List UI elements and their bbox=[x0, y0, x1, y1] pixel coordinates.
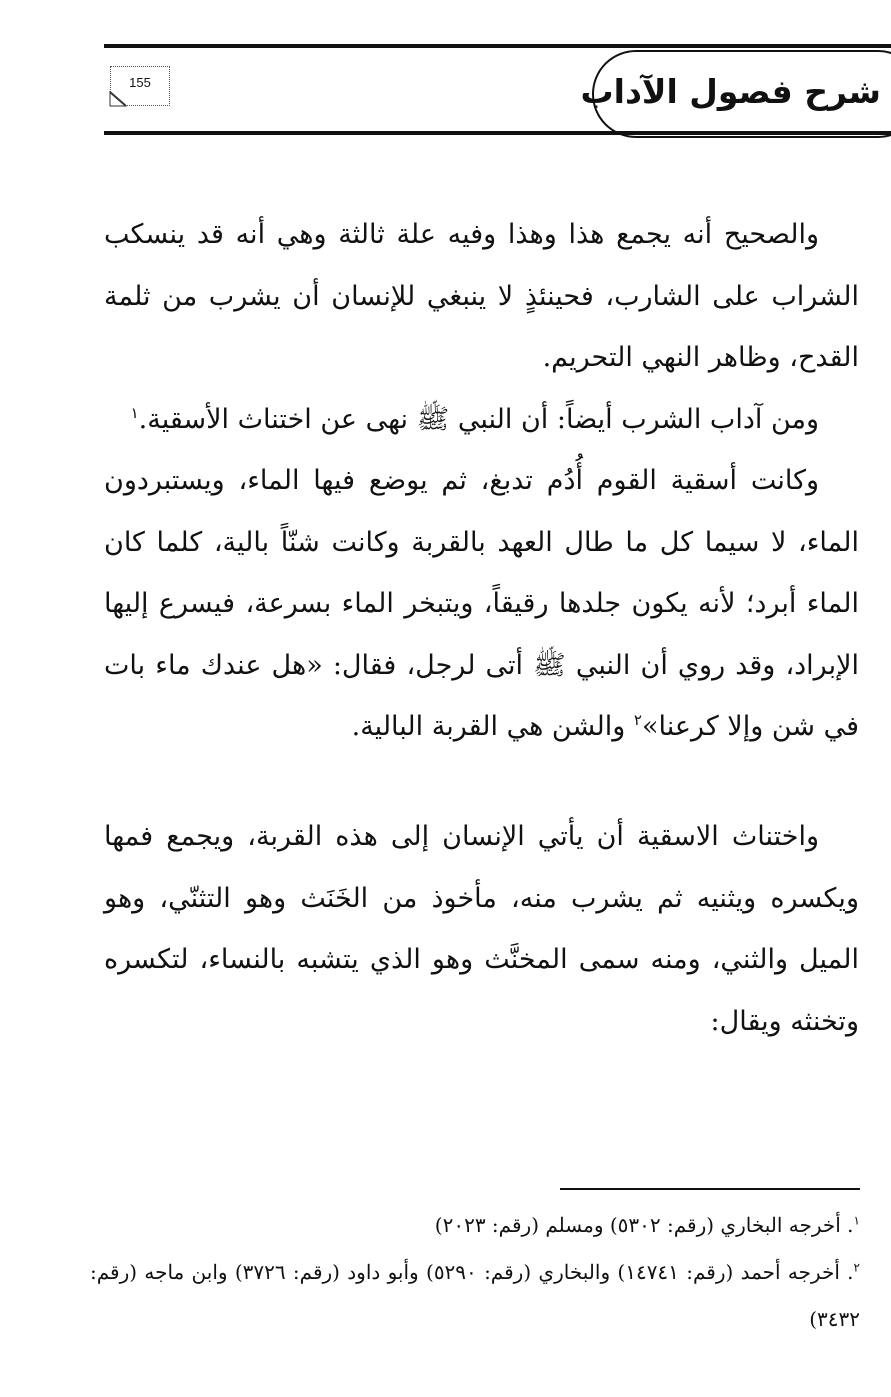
footnote-2-text: . أخرجه أحمد (رقم: ١٤٧٤١) والبخاري (رقم: ٥٢٩٠) وأبو داود (رقم: ٣٧٢٦) وابن ماجه (رقم: ٣٤٣٢) bbox=[90, 1260, 860, 1331]
footnote-1 bbox=[90, 1202, 860, 1249]
footnote-1-text: . أخرجه البخاري (رقم: ٥٣٠٢) ومسلم (رقم: ٢٠٢٣) bbox=[434, 1213, 854, 1237]
footnote-separator bbox=[560, 1188, 860, 1190]
paragraph-2-text: ومن آداب الشرب أيضاً: أن النبي ﷺ نهى عن اختناث الأسقية. bbox=[138, 403, 819, 435]
page-number: 155 bbox=[129, 75, 151, 90]
paragraph-3-text: وكانت أسقية القوم أُدُم تدبغ، ثم يوضع فيها الماء، ويستبردون الماء، لا سيما كل ما طال العهد بالقربة وكانت شنّاً بالية، كلما كان الماء أبرد؛ لأنه يكون جلدها رقيقاً، ويتبخر الماء بسرعة، فيسرع إليها الإبراد، وقد روي أن النبي ﷺ أتى لرجل، فقال: «هل عندك ماء بات في شن وإلا كرعنا» bbox=[104, 465, 859, 742]
paragraph-3-tail: والشن هي القربة البالية. bbox=[351, 711, 634, 742]
page-curl-icon bbox=[109, 91, 127, 107]
footnotes bbox=[90, 1202, 860, 1343]
paragraph-1: والصحيح أنه يجمع هذا وهذا وفيه علة ثالثة وهي أنه قد ينسكب الشراب على الشارب، فحينئذٍ لا ينبغي للإنسان أن يشرب من ثلمة القدح، وظاهر النهي التحريم. bbox=[104, 219, 859, 373]
footnote-ref-1: ١ bbox=[130, 403, 139, 422]
body-block-1 bbox=[104, 204, 859, 758]
running-title: شرح فصول الآداب bbox=[580, 72, 881, 111]
paragraph-4: واختناث الاسقية أن يأتي الإنسان إلى هذه القربة، ويجمع فمها ويكسره ويثنيه ثم يشرب منه، مأخوذ من الخَنَث وهو التثنّي، وهو الميل والثني، ومنه سمى المخنَّث وهو الذي يتشبه بالنساء، لتكسره وتخنثه ويقال: bbox=[104, 821, 859, 1037]
paragraph-2 bbox=[104, 389, 859, 451]
header-bottom-rule bbox=[104, 131, 891, 135]
footnote-2 bbox=[90, 1249, 860, 1343]
paragraph-3 bbox=[104, 450, 859, 758]
footnote-2-number: ٢ bbox=[853, 1260, 860, 1275]
footnote-ref-2: ٢ bbox=[633, 711, 642, 729]
page-number-box bbox=[110, 66, 170, 106]
header-top-rule bbox=[104, 44, 891, 48]
body-block-2 bbox=[104, 806, 859, 1052]
footnote-1-number: ١ bbox=[853, 1213, 860, 1228]
